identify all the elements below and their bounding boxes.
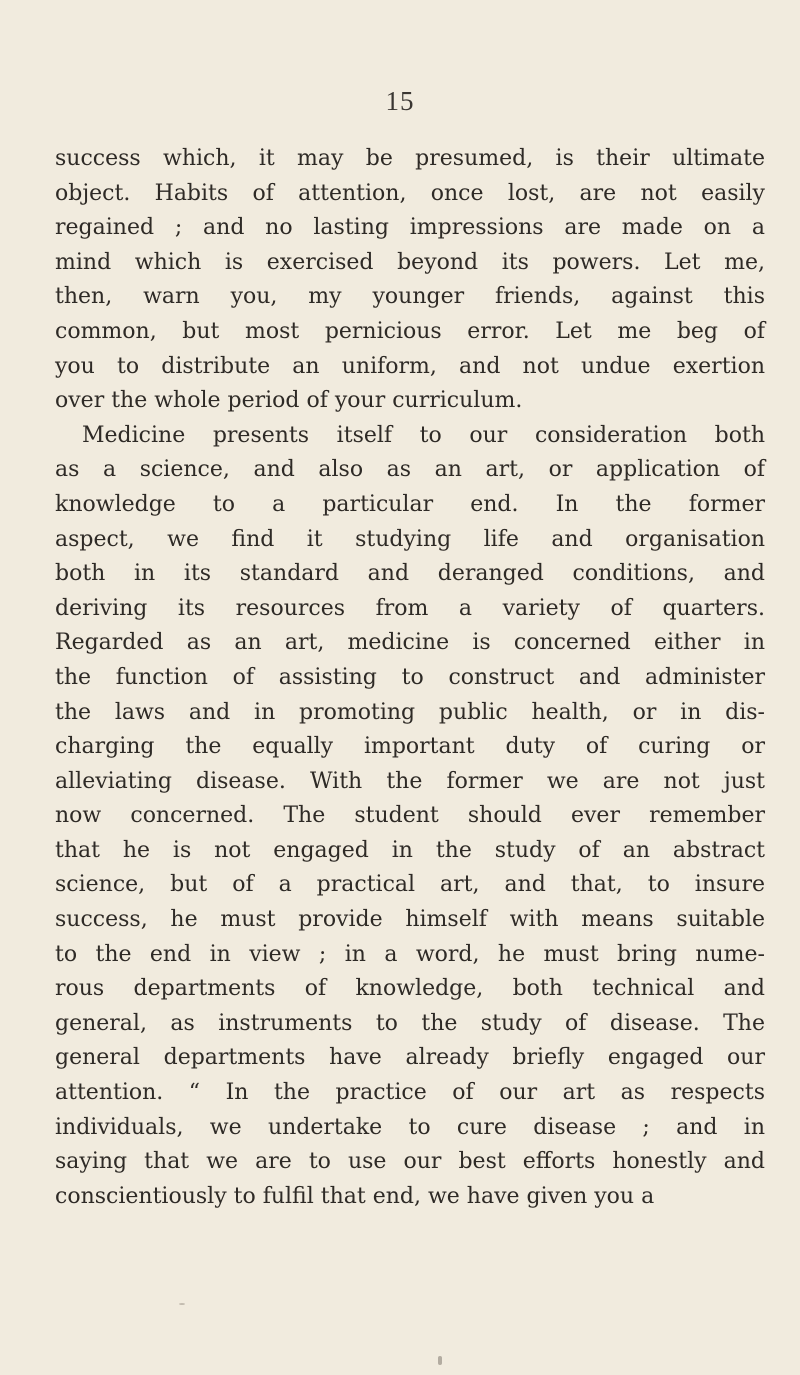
- text-line: charging the equally important duty of curing or: [55, 734, 765, 760]
- text-line: general, as instruments to the study of disease. The: [55, 1010, 765, 1036]
- text-line: the function of assisting to construct and administer: [55, 664, 765, 690]
- text-line: saying that we are to use our best efforts honestly and: [55, 1149, 765, 1175]
- text-line: success which, it may be presumed, is their ultimate: [55, 146, 765, 171]
- text-line: individuals, we undertake to cure disease ; and in: [55, 1114, 765, 1140]
- text-line: general departments have already briefly engaged our: [55, 1045, 765, 1071]
- text-line: now concerned. The student should ever remember: [55, 803, 765, 829]
- text-line: knowledge to a particular end. In the former: [55, 491, 765, 517]
- text-line: common, but most pernicious error. Let me beg of: [55, 318, 765, 344]
- text-line: the laws and in promoting public health, or in dis-: [55, 699, 765, 725]
- text-line: then, warn you, my younger friends, against this: [55, 284, 765, 310]
- text-line: conscientiously to fulfil that end, we have given you a: [55, 1183, 655, 1209]
- text-line: aspect, we find it studying life and organisation: [55, 526, 765, 552]
- text-line: to the end in view ; in a word, he must bring nume-: [55, 941, 765, 967]
- paper-speck: [438, 1356, 442, 1365]
- text-line: success, he must provide himself with means suitable: [55, 907, 765, 933]
- text-line: rous departments of knowledge, both technical and: [55, 976, 765, 1002]
- text-line: you to distribute an uniform, and not undue exertion: [55, 353, 765, 379]
- text-line: both in its standard and deranged conditions, and: [55, 561, 765, 587]
- text-line: as a science, and also as an art, or application of: [55, 457, 765, 483]
- text-line: attention. “ In the practice of our art as respects: [55, 1080, 765, 1106]
- text-line: over the whole period of your curriculum.: [55, 388, 523, 414]
- text-line: that he is not engaged in the study of an abstract: [55, 837, 765, 863]
- text-line: mind which is exercised beyond its powers. Let me,: [55, 249, 765, 275]
- paragraph-start-line: Medicine presents itself to our consideration both: [82, 422, 765, 448]
- text-line: regained ; and no lasting impressions are made on a: [55, 215, 765, 241]
- body-text: [55, 142, 765, 1214]
- text-line: object. Habits of attention, once lost, are not easily: [55, 180, 765, 206]
- text-line: Regarded as an art, medicine is concerned either in: [55, 630, 765, 656]
- text-line: alleviating disease. With the former we are not just: [55, 768, 765, 794]
- paper-speck: [179, 1303, 185, 1305]
- text-line: science, but of a practical art, and that, to insure: [55, 872, 765, 898]
- text-line: deriving its resources from a variety of quarters.: [55, 595, 765, 621]
- page-number: 15: [385, 86, 415, 116]
